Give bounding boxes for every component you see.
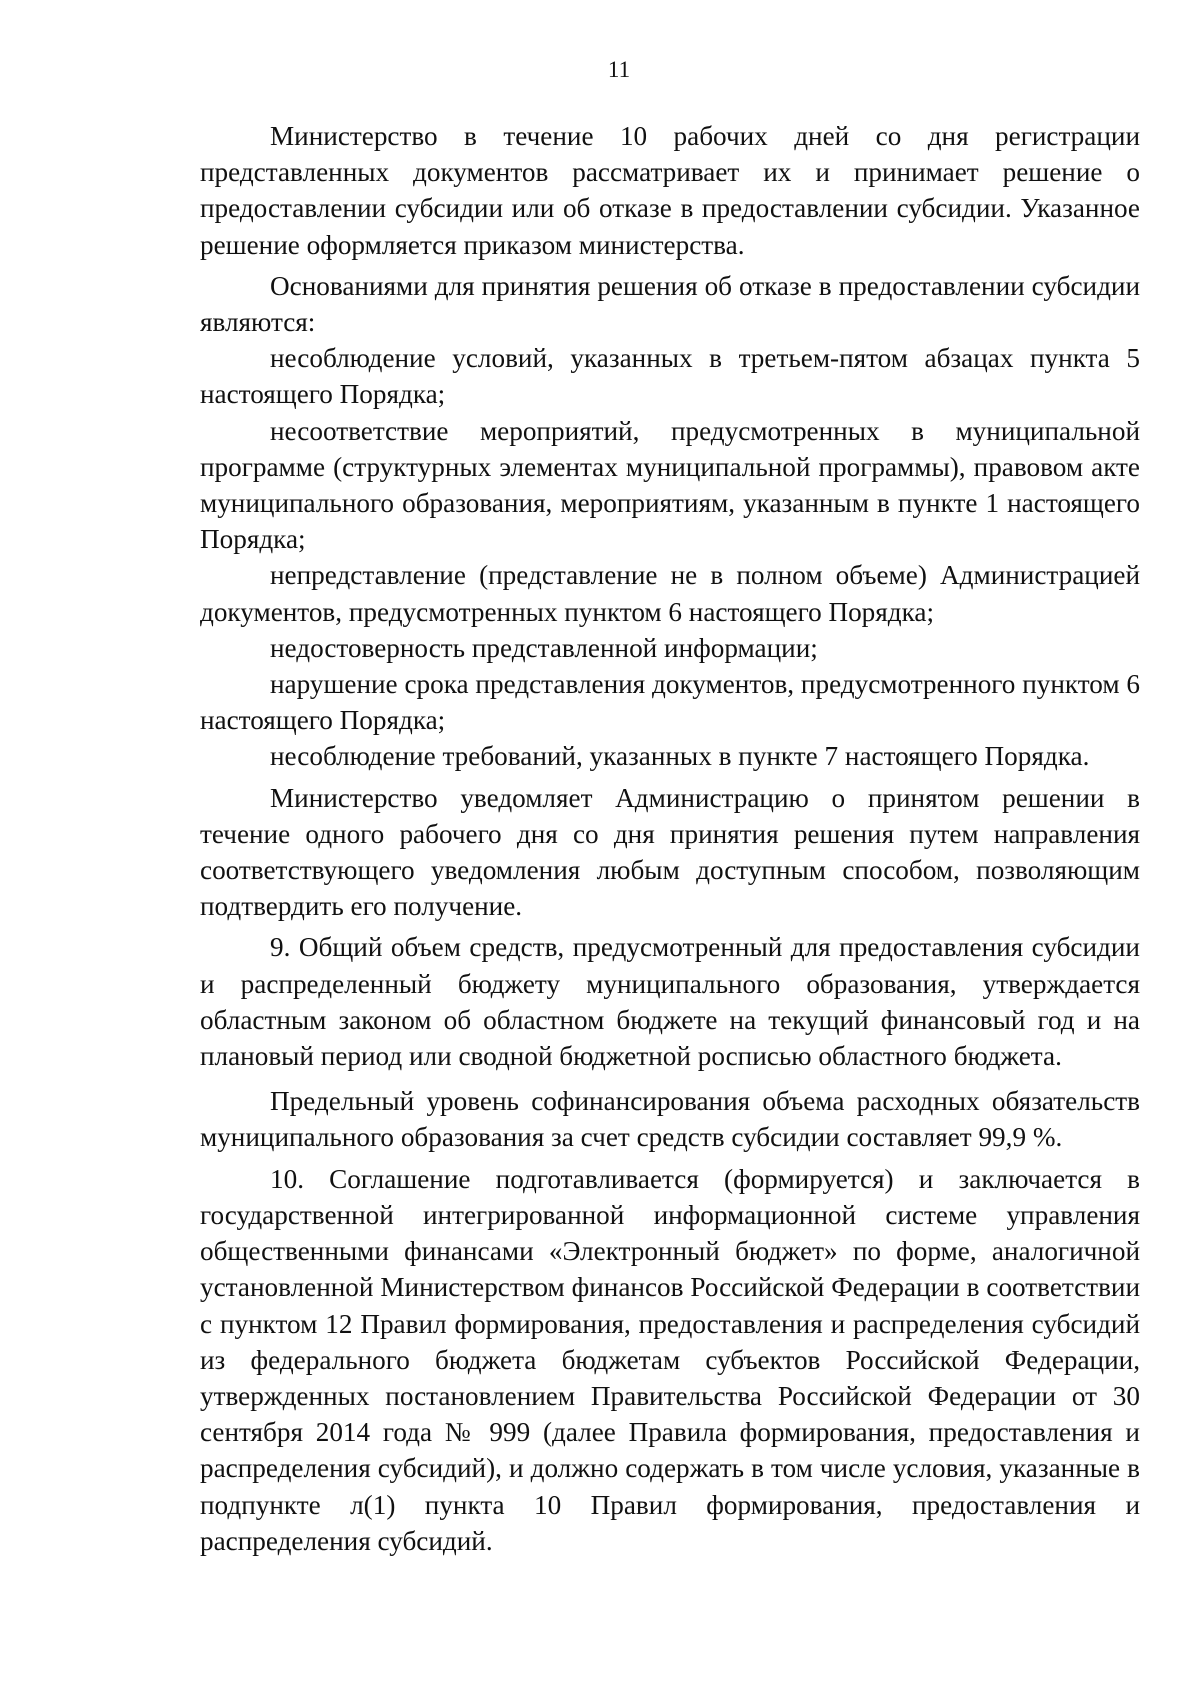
paragraph-ground-unreliable: недостоверность представленной информации; (270, 632, 818, 663)
paragraph-ground-mismatch: несоответствие мероприятий, предусмотренных в муниципальной программе (структурных элементах муниципальной программы), правовом акте муниципального образования, мероприятиям, указанным в пункте 1 настоящего Порядка; (200, 415, 1140, 555)
paragraph-ground-deadline: нарушение срока представления документов, предусмотренного пунктом 6 настоящего Порядка; (200, 669, 1140, 736)
page-number: 11 (607, 57, 631, 82)
paragraph-ground-requirements: несоблюдение требований, указанных в пункте 7 настоящего Порядка. (270, 741, 1090, 772)
paragraph-cofinancing: Предельный уровень софинансирования объема расходных обязательств муниципального образования за счет средств субсидии составляет 99,9 %. (200, 1086, 1140, 1153)
document-body (200, 118, 1140, 1559)
paragraph-refusal-grounds: Основаниями для принятия решения об отказе в предоставлении субсидии являются: (200, 270, 1140, 338)
paragraph-ministry-review: Министерство в течение 10 рабочих дней со дня регистрации представленных документов рассматривает их и принимает решение о предоставлении субсидии или об отказе в предоставлении субсидии. Указанное решение оформляется приказом министерства. (200, 121, 1140, 260)
paragraph-item-9: 9. Общий объем средств, предусмотренный для предоставления субсидии и распределенный бюджету муниципального образования, утверждается областным законом об областном бюджете на текущий финансовый год и на плановый период или сводной бюджетной росписью областного бюджета. (200, 932, 1140, 1072)
paragraph-notification: Министерство уведомляет Администрацию о принятом решении в течение одного рабочего дня со дня принятия решения путем направления соответствующего уведомления любым доступным способом, позволяющим подтвердить его получение. (200, 782, 1140, 922)
paragraph-ground-documents: непредставление (представление не в полном объеме) Администрацией документов, предусмотренных пунктом 6 настоящего Порядка; (200, 560, 1140, 627)
paragraph-item-10: 10. Соглашение подготавливается (формируется) и заключается в государственной интегрированной информационной системе управления общественными финансами «Электронный бюджет» по форме, аналогичной установленной Министерством финансов Российской Федерации в соответствии с пунктом 12 Правил формирования, предоставления и распределения субсидий из федерального бюджета бюджетам субъектов Российской Федерации, утвержденных постановлением Правительства Российской Федерации от 30 сентября 2014 года № 999 (далее Правила формирования, предоставления и распределения субсидий), и должно содержать в том числе условия, указанные в подпункте л(1) пункта 10 Правил формирования, предоставления и распределения субсидий. (200, 1163, 1140, 1556)
paragraph-ground-conditions: несоблюдение условий, указанных в третьем-пятом абзацах пункта 5 настоящего Порядка; (200, 343, 1140, 410)
